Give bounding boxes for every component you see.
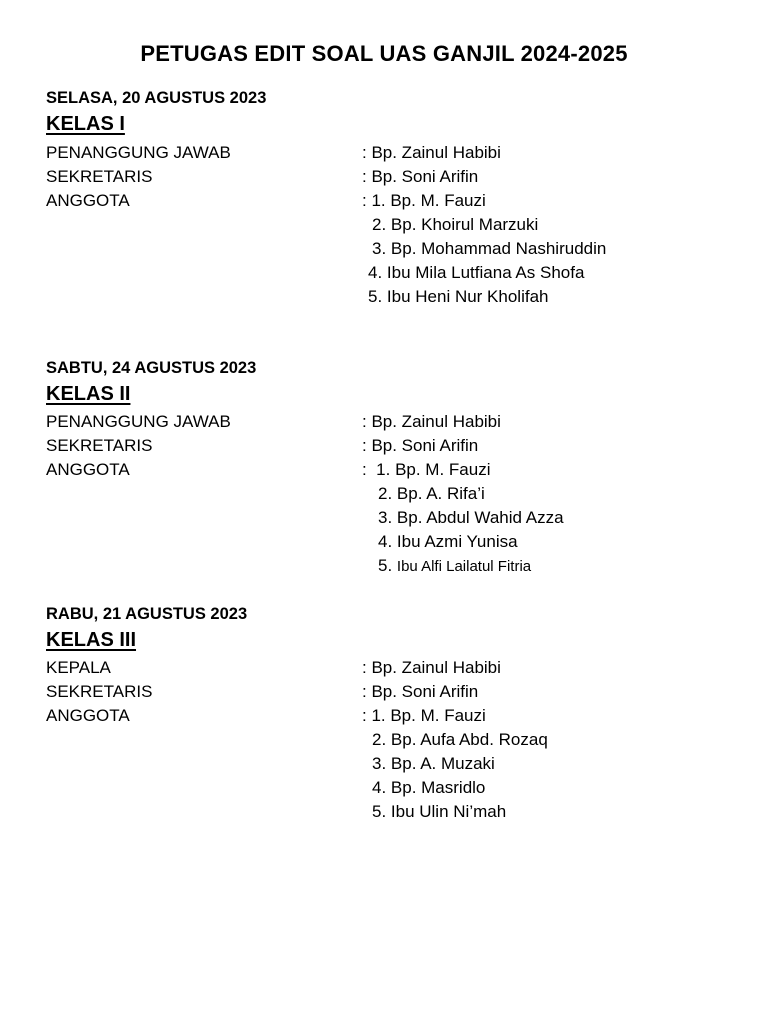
role-label: SEKRETARIS — [46, 167, 153, 186]
role-value: : Bp. Zainul Habibi — [362, 658, 501, 677]
member-item: 2. Bp. A. Rifa’i — [378, 484, 485, 503]
role-value: : 1. Bp. M. Fauzi — [362, 460, 491, 479]
member-item: 3. Bp. Mohammad Nashiruddin — [372, 239, 607, 258]
role-value: : Bp. Soni Arifin — [362, 682, 479, 701]
role-label: ANGGOTA — [46, 460, 130, 479]
role-label: PENANGGUNG JAWAB — [46, 412, 231, 431]
section-date: RABU, 21 AGUSTUS 2023 — [46, 605, 248, 623]
role-label: SEKRETARIS — [46, 436, 153, 455]
member-item: 5. Ibu Heni Nur Kholifah — [368, 287, 549, 306]
member-item: 2. Bp. Khoirul Marzuki — [372, 215, 539, 234]
role-label: SEKRETARIS — [46, 682, 153, 701]
role-label: PENANGGUNG JAWAB — [46, 143, 231, 162]
member-item — [378, 556, 531, 576]
section-date: SELASA, 20 AGUSTUS 2023 — [46, 89, 267, 107]
role-value: : Bp. Zainul Habibi — [362, 143, 501, 162]
role-value: : Bp. Soni Arifin — [362, 167, 479, 186]
member-number: 5. — [378, 556, 397, 575]
section-kelas-heading: KELAS III — [46, 629, 137, 651]
member-item: 5. Ibu Ulin Ni’mah — [372, 802, 507, 821]
section-kelas-heading: KELAS I — [46, 113, 125, 135]
role-label: ANGGOTA — [46, 191, 130, 210]
member-item: 4. Ibu Mila Lutfiana As Shofa — [368, 263, 585, 282]
section-date: SABTU, 24 AGUSTUS 2023 — [46, 359, 257, 377]
section-kelas-heading: KELAS II — [46, 383, 131, 405]
member-item: 2. Bp. Aufa Abd. Rozaq — [372, 730, 548, 749]
role-label: ANGGOTA — [46, 706, 130, 725]
member-item: 3. Bp. A. Muzaki — [372, 754, 495, 773]
member-item: 4. Ibu Azmi Yunisa — [378, 532, 518, 551]
member-name: Ibu Alfi Lailatul Fitria — [396, 558, 532, 575]
role-value: : 1. Bp. M. Fauzi — [362, 191, 486, 210]
member-item: 3. Bp. Abdul Wahid Azza — [378, 508, 564, 527]
role-value: : Bp. Zainul Habibi — [362, 412, 501, 431]
role-value: : Bp. Soni Arifin — [362, 436, 479, 455]
role-value: : 1. Bp. M. Fauzi — [362, 706, 486, 725]
document-title: PETUGAS EDIT SOAL UAS GANJIL 2024-2025 — [140, 41, 628, 66]
role-label: KEPALA — [46, 658, 111, 677]
member-item: 4. Bp. Masridlo — [372, 778, 486, 797]
